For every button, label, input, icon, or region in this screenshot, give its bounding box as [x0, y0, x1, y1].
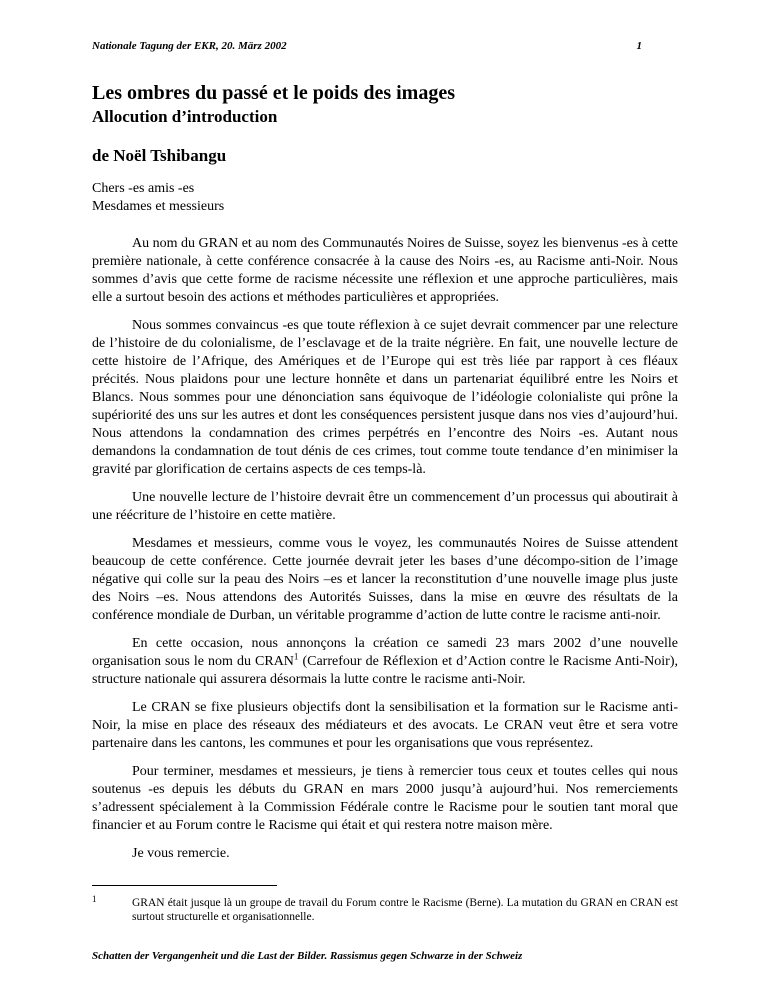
- greeting: [92, 180, 224, 216]
- footnote: [92, 896, 678, 924]
- paragraph-8: Je vous remercie.: [132, 846, 230, 861]
- page-header: [92, 40, 642, 52]
- page-number: 1: [636, 40, 642, 52]
- paragraph-6: Le CRAN se fixe plusieurs objectifs dont la sensibilisation et la formation sur le Racisme anti-Noir, la mise en place des réseaux des médiateurs et des avocats. Le CRAN veut être et sera votre partenaire dans les cantons, les communes et pour les organisations que vous représentez.: [92, 700, 678, 751]
- greeting-line-1: Chers -es amis -es: [92, 181, 195, 196]
- footnote-separator: [92, 885, 277, 886]
- footnote-text: GRAN était jusque là un groupe de travail du Forum contre le Racisme (Berne). La mutation du GRAN en CRAN est surtout structurelle et organisationnelle.: [132, 897, 678, 923]
- greeting-line-2: Mesdames et messieurs: [92, 199, 225, 214]
- footnote-mark: 1: [92, 894, 97, 904]
- paragraph-3: Une nouvelle lecture de l’histoire devrait être un commencement d’un processus qui aboutirait à une réécriture de l’histoire en cette matière.: [92, 490, 678, 523]
- document-subtitle: Allocution d’introduction: [92, 107, 278, 126]
- paragraph-4: Mesdames et messieurs, comme vous le voyez, les communautés Noires de Suisse attendent beaucoup de cette conférence. Cette journée devrait jeter les bases d’une décompo-sition de l’image négative qui colle sur la peau des Noirs –es et lancer la reconstitution d’une nouvelle image plus juste des Noirs –es. Nous attendons des Autorités Suisses, dans la mise en œuvre des résultats de la conférence mondiale de Durban, un véritable programme d’action de lutte contre le racisme anti-noir.: [92, 536, 678, 623]
- paragraph-5-start: En cette occasion, nous annonçons la création ce samedi 23 mars 2002 d’une nouvelle organisation sous le nom du CRAN: [92, 636, 678, 669]
- page-footer: Schatten der Vergangenheit und die Last der Bilder. Rassismus gegen Schwarze in der Schweiz: [92, 950, 523, 962]
- speech-body: [92, 235, 678, 873]
- document-title: Les ombres du passé et le poids des images: [92, 82, 455, 104]
- footnote-reference[interactable]: 1: [293, 651, 299, 662]
- paragraph-2: Nous sommes convaincus -es que toute réflexion à ce sujet devrait commencer par une relecture de l’histoire de du colonialisme, de l’esclavage et de la traite négrière. En fait, une nouvelle lecture de cette histoire de l’Afrique, des Amériques et de l’Europe qui est très liée par rapport à ces fléaux précités. Nous plaidons pour une lecture honnête et dans un partenariat équilibré entre les Noirs et Blancs. Nous sommes pour une dénonciation sans équivoque de l’idéologie colonialiste qui prône la supériorité des uns sur les autres et dont les conséquences persistent jusque dans nos vies d’aujourd’hui. Nous attendons la condamnation des crimes perpétrés en l’encontre des Noirs -es. Autant nous demandons la condamnation de tout dénis de ces crimes, tout comme toute tendance d’en minimiser la gravité par glorification de certains aspects de ces temps-là.: [92, 318, 678, 477]
- paragraph-1: Au nom du GRAN et au nom des Communautés Noires de Suisse, soyez les bienvenus -es à cette première nationale, à cette conférence consacrée à la cause des Noirs -es, au Racisme anti-Noir. Nous sommes d’avis que cette forme de racisme nécessite une réflexion et une approche particulières, mais elle a surtout besoin des actions et méthodes particulières et appropriées.: [92, 236, 678, 305]
- paragraph-5-end: (Carrefour de Réflexion et d’Action contre le Racisme Anti-Noir), structure nationale qui assurera désormais la lutte contre le racisme anti-Noir.: [92, 654, 678, 687]
- author-line: de Noël Tshibangu: [92, 146, 227, 165]
- header-text: Nationale Tagung der EKR, 20. März 2002: [92, 40, 287, 52]
- paragraph-5: [92, 635, 678, 689]
- paragraph-7: Pour terminer, mesdames et messieurs, je tiens à remercier tous ceux et toutes celles qui nous soutenus -es depuis les débuts du GRAN en mars 2000 jusqu’à aujourd’hui. Nos remerciements s’adressent spécialement à la Commission Fédérale contre le Racisme pour le soutien tant moral que financier et au Forum contre le Racisme qui était et qui restera notre maison mère.: [92, 764, 678, 833]
